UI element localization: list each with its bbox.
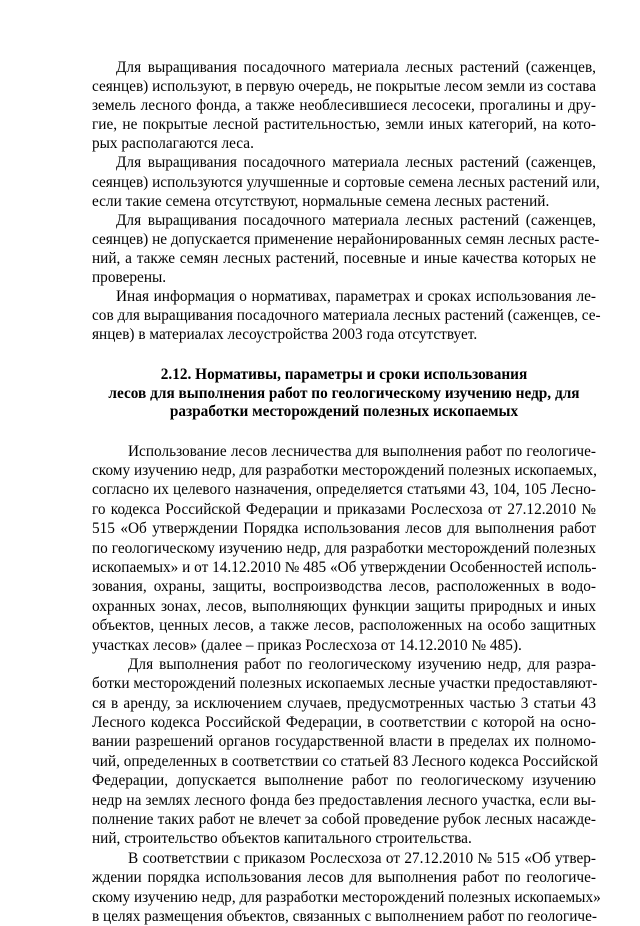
text-line: участках лесов» (далее – приказ Рослесхоза от 14.12.2010 № 485).	[92, 636, 522, 654]
text-line: ний, а также семян лесных растений, посевные и иные качества которых не	[92, 249, 596, 267]
heading-line: разработки месторождений полезных ископаемых	[169, 403, 519, 421]
text-line: сов для выращивания посадочного материала лесных растений (саженцев, се-	[92, 307, 601, 325]
paragraph	[92, 849, 601, 926]
text-line: Иная информация о нормативах, параметрах и сроках использования ле-	[116, 288, 596, 306]
text-line: ний, строительство объектов капитального строительства.	[92, 830, 472, 848]
section-geology	[92, 442, 601, 926]
text-line: рых располагаются леса.	[92, 135, 254, 153]
section-heading	[92, 366, 596, 421]
text-line: вании разрешений органов государственной власти в пределах их полномо-	[92, 733, 596, 751]
text-line: проверены.	[92, 269, 167, 287]
heading-line: лесов для выполнения работ по геологическому изучению недр, для	[108, 384, 580, 402]
text-line: в целях размещения объектов, связанных с выполнением работ по геологиче-	[92, 908, 597, 925]
text-line: сеянцев) не допускается применение нерайонированных семян лесных расте-	[92, 230, 600, 248]
text-line: по геологическому изучению недр, для разработки месторождений полезных	[92, 539, 596, 557]
text-line: чий, определенных в соответствии со статьей 83 Лесного кодекса Российской	[92, 752, 598, 770]
text-line: скому изучению недр, для разработки месторождений полезных ископаемых,	[92, 462, 597, 480]
text-line: зования, охраны, защиты, воспроизводства лесов, расположенных в водо-	[92, 578, 596, 596]
text-line: ботки месторождений полезных ископаемых лесные участки предоставляют-	[92, 675, 598, 693]
text-line: если такие семена отсутствуют, нормальные семена лесных растений.	[92, 192, 550, 210]
page-content	[92, 58, 601, 926]
text-line: согласно их целевого назначения, определяется статьями 43, 104, 105 Лесно-	[92, 481, 596, 499]
text-line: Для выращивания посадочного материала лесных растений (саженцев,	[116, 154, 596, 172]
text-line: охранных зонах, лесов, выполняющих функции защиты природных и иных	[92, 597, 596, 615]
text-line: земель лесного фонда, а также необлесившиеся лесосеки, прогалины и дру-	[92, 97, 596, 115]
text-line: сеянцев) используют, в первую очередь, не покрытые лесом земли из состава	[92, 78, 597, 96]
text-line: скому изучению недр, для разработки месторождений полезных ископаемых»	[92, 888, 601, 906]
paragraph	[92, 153, 600, 210]
text-line: го кодекса Российской Федерации и приказами Рослесхоза от 27.12.2010 №	[92, 500, 596, 518]
paragraph	[92, 442, 596, 655]
text-line: полнение таких работ не влечет за собой проведение рубок лесных насажде-	[92, 811, 596, 829]
paragraph	[92, 287, 601, 344]
text-line: Лесного кодекса Российской Федерации, в соответствии с которой на осно-	[92, 714, 596, 732]
text-line: Для выращивания посадочного материала лесных растений (саженцев,	[116, 211, 596, 229]
text-line: ся в аренду, за исключением случаев, предусмотренных частью 3 статьи 43	[92, 694, 596, 712]
paragraph	[92, 211, 600, 287]
text-line: объектов, ценных лесов, а также лесов, расположенных на особо защитных	[92, 617, 596, 635]
text-line: Использование лесов лесничества для выполнения работ по геологиче-	[128, 442, 596, 460]
text-line: Для выполнения работ по геологическому изучению недр, для разра-	[128, 655, 596, 673]
text-line: сеянцев) используются улучшенные и сортовые семена лесных растений или,	[92, 173, 600, 191]
text-line: ждении порядка использования лесов для выполнения работ по геологиче-	[92, 869, 596, 887]
text-line: Для выращивания посадочного материала лесных растений (саженцев,	[116, 59, 596, 76]
text-line: янцев) в материалах лесоустройства 2003 года отсутствует.	[92, 326, 478, 344]
text-line: Федерации, допускается выполнение работ по геологическому изучению	[92, 772, 596, 790]
text-line: 515 «Об утверждении Порядка использования лесов для выполнения работ	[92, 520, 596, 538]
paragraph	[92, 58, 596, 153]
text-line: ископаемых» и от 14.12.2010 № 485 «Об утверждении Особенностей исполь-	[92, 558, 597, 576]
text-line: В соответствии с приказом Рослесхоза от 27.12.2010 № 515 «Об утвер-	[128, 849, 596, 867]
section-seedling-material	[92, 58, 601, 344]
heading-line: 2.12. Нормативы, параметры и сроки использования	[160, 366, 528, 384]
paragraph	[92, 655, 596, 849]
text-line: недр на землях лесного фонда без предоставления лесного участка, если вы-	[92, 791, 596, 809]
text-line: гие, не покрытые лесной растительностью, земли иных категорий, на кото-	[92, 116, 596, 134]
